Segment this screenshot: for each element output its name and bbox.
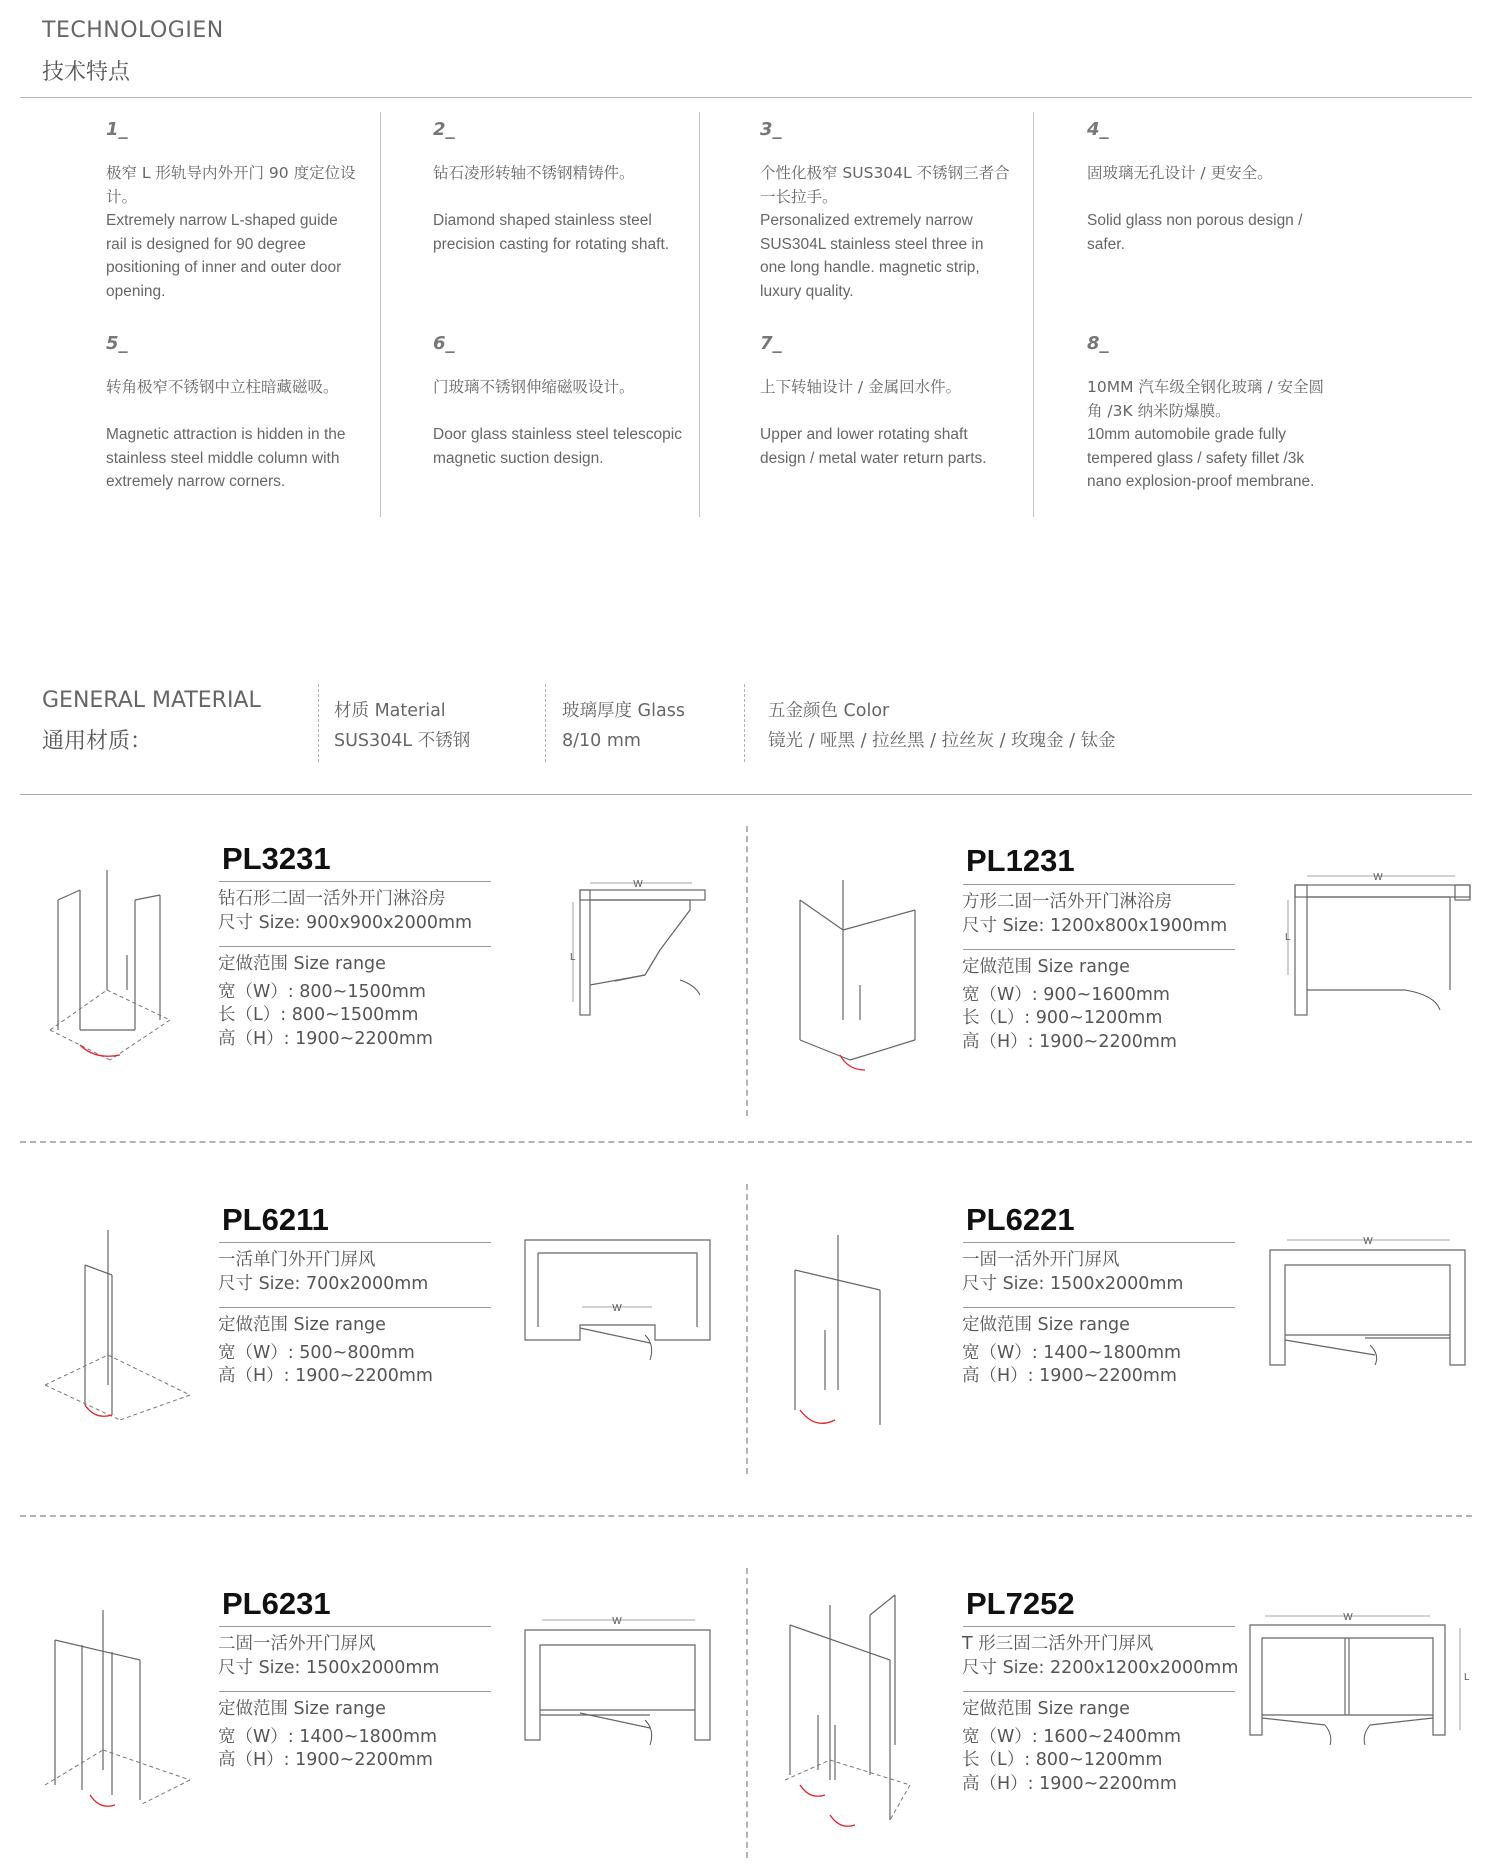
product-range: [218, 1314, 433, 1389]
range-item: 长（L）: 800~1500mm: [218, 1005, 419, 1026]
range-item: 高（H）: 1900~2200mm: [218, 1028, 433, 1049]
feature-item: [760, 332, 1010, 470]
grid-divider: [746, 826, 748, 1116]
range-title: 定做范围 Size range: [218, 1699, 386, 1719]
feature-text-en: Magnetic attraction is hidden in the stainless steel middle column with extremely narrow corners.: [106, 426, 346, 491]
product-underline: [219, 1626, 491, 1627]
range-item: 宽（W）: 1600~2400mm: [962, 1726, 1182, 1747]
product-name: 二固一活外开门屏风: [218, 1634, 376, 1654]
product-name: 钻石形二固一活外开门淋浴房: [218, 889, 446, 909]
feature-number: 5_: [106, 333, 128, 354]
feature-number: 1_: [106, 119, 128, 140]
section-title-cn: 技术特点: [42, 60, 131, 85]
material-divider-line: [20, 794, 1472, 795]
feature-number: 7_: [760, 333, 782, 354]
product-underline: [963, 1242, 1235, 1243]
color-column: [768, 696, 1116, 756]
range-item: 高（H）: 1900~2200mm: [218, 1750, 433, 1771]
product-code: PL3231: [222, 841, 331, 876]
feature-text-cn: 上下转轴设计 / 金属回水件。: [760, 378, 962, 396]
feature-text-cn: 固玻璃无孔设计 / 更安全。: [1087, 164, 1273, 182]
range-title: 定做范围 Size range: [962, 957, 1130, 977]
range-item: 宽（W）: 1400~1800mm: [962, 1342, 1182, 1363]
range-item: 高（H）: 1900~2200mm: [218, 1366, 433, 1387]
material-divider: [545, 684, 546, 762]
feature-item: [1087, 332, 1337, 494]
dim-label-w: W: [633, 879, 643, 890]
range-title: 定做范围 Size range: [962, 1699, 1130, 1719]
screen-plan-drawing: [1265, 1230, 1475, 1370]
product-underline: [219, 1307, 491, 1308]
product-code: PL1231: [966, 843, 1075, 878]
shower-plan-drawing: [570, 880, 720, 1030]
feature-item: [1087, 118, 1337, 256]
material-column: [334, 696, 470, 756]
dim-label-l: L: [570, 952, 576, 963]
screen-plan-drawing: [520, 1235, 720, 1365]
color-label: 五金颜色 Color: [768, 701, 890, 721]
product-name: 方形二固一活外开门淋浴房: [962, 892, 1172, 912]
glass-label: 玻璃厚度 Glass: [562, 701, 685, 721]
product-info: [962, 1633, 1238, 1680]
shower-iso-drawing: [780, 1595, 950, 1835]
feature-text-en: 10mm automobile grade fully tempered glass / safety fillet /3k nano explosion-proof membrane.: [1087, 426, 1315, 491]
general-material-title-cn: 通用材质：: [42, 729, 153, 754]
feature-text-en: Diamond shaped stainless steel precision casting for rotating shaft.: [433, 212, 670, 253]
product-size: 尺寸 Size: 1200x800x1900mm: [962, 915, 1228, 936]
feature-text-cn: 个性化极窄 SUS304L 不锈钢三者合一长拉手。: [760, 164, 1010, 206]
product-name: 一固一活外开门屏风: [962, 1250, 1120, 1270]
dim-label-w: W: [612, 1303, 622, 1314]
feature-text-en: Personalized extremely narrow SUS304L stainless steel three in one long handle. magnetic strip, luxury quality.: [760, 212, 984, 300]
shower-iso-drawing: [40, 860, 190, 1060]
product-underline: [219, 1242, 491, 1243]
feature-number: 2_: [433, 119, 455, 140]
range-item: 长（L）: 800~1200mm: [962, 1750, 1163, 1771]
shower-iso-drawing: [790, 870, 940, 1070]
product-underline: [963, 1626, 1235, 1627]
product-range: [962, 1314, 1181, 1389]
product-code: PL6221: [966, 1202, 1075, 1237]
material-label: 材质 Material: [334, 701, 446, 721]
product-info: [218, 1633, 439, 1680]
product-range: [962, 1698, 1181, 1796]
dim-label-w: W: [1373, 872, 1383, 883]
screen-plan-drawing: [520, 1610, 720, 1750]
feature-number: 8_: [1087, 333, 1109, 354]
range-item: 高（H）: 1900~2200mm: [962, 1366, 1177, 1387]
feature-text-cn: 钻石凌形转轴不锈钢精铸件。: [433, 164, 635, 182]
feature-divider: [699, 112, 700, 517]
feature-text-en: Upper and lower rotating shaft design / metal water return parts.: [760, 426, 987, 467]
range-title: 定做范围 Size range: [218, 1315, 386, 1335]
dim-label-w: W: [1343, 1612, 1353, 1623]
screen-iso-drawing: [790, 1230, 950, 1430]
feature-item: [106, 118, 356, 304]
range-item: 宽（W）: 1400~1800mm: [218, 1726, 438, 1747]
product-size: 尺寸 Size: 1500x2000mm: [962, 1273, 1184, 1294]
feature-text-cn: 门玻璃不锈钢伸缩磁吸设计。: [433, 378, 635, 396]
product-code: PL6231: [222, 1586, 331, 1621]
grid-divider: [20, 1141, 1472, 1143]
product-size: 尺寸 Size: 700x2000mm: [218, 1273, 429, 1294]
range-title: 定做范围 Size range: [962, 1315, 1130, 1335]
color-value: 镜光 / 哑黑 / 拉丝黑 / 拉丝灰 / 玫瑰金 / 钛金: [768, 731, 1116, 751]
feature-divider: [1033, 112, 1034, 517]
product-underline: [219, 946, 491, 947]
product-underline: [963, 1691, 1235, 1692]
feature-item: [106, 332, 356, 494]
header-divider: [20, 97, 1472, 98]
product-underline: [219, 1691, 491, 1692]
grid-divider: [746, 1184, 748, 1474]
feature-text-cn: 10MM 汽车级全钢化玻璃 / 安全圆角 /3K 纳米防爆膜。: [1087, 378, 1324, 420]
product-size: 尺寸 Size: 2200x1200x2000mm: [962, 1657, 1239, 1678]
product-name: T 形三固二活外开门屏风: [962, 1634, 1154, 1654]
feature-text-en: Door glass stainless steel telescopic magnetic suction design.: [433, 426, 682, 467]
dim-label-w: W: [1363, 1236, 1373, 1247]
feature-item: [433, 332, 683, 470]
feature-number: 3_: [760, 119, 782, 140]
dim-label-l: L: [1464, 1672, 1470, 1683]
product-info: [962, 891, 1227, 938]
glass-value: 8/10 mm: [562, 731, 641, 751]
feature-text-en: Solid glass non porous design / safer.: [1087, 212, 1303, 253]
product-info: [218, 1249, 428, 1296]
material-divider: [744, 684, 745, 762]
feature-number: 6_: [433, 333, 455, 354]
product-range: [962, 956, 1177, 1054]
feature-text-en: Extremely narrow L-shaped guide rail is designed for 90 degree positioning of inner and outer door opening.: [106, 212, 342, 300]
feature-divider: [380, 112, 381, 517]
product-underline: [963, 1307, 1235, 1308]
feature-text-cn: 极窄 L 形轨导内外开门 90 度定位设计。: [106, 164, 356, 206]
feature-item: [433, 118, 683, 256]
product-info: [962, 1249, 1183, 1296]
range-item: 高（H）: 1900~2200mm: [962, 1031, 1177, 1052]
product-underline: [963, 949, 1235, 950]
material-value: SUS304L 不锈钢: [334, 731, 471, 751]
range-item: 宽（W）: 500~800mm: [218, 1342, 415, 1363]
range-item: 长（L）: 900~1200mm: [962, 1008, 1163, 1029]
product-name: 一活单门外开门屏风: [218, 1250, 376, 1270]
shower-plan-drawing: [1285, 870, 1475, 1030]
product-info: [218, 888, 472, 935]
product-underline: [219, 881, 491, 882]
feature-text-cn: 转角极窄不锈钢中立柱暗藏磁吸。: [106, 378, 339, 396]
product-range: [218, 1698, 437, 1773]
range-item: 高（H）: 1900~2200mm: [962, 1773, 1177, 1794]
grid-divider: [20, 1515, 1472, 1517]
range-title: 定做范围 Size range: [218, 954, 386, 974]
feature-number: 4_: [1087, 119, 1109, 140]
glass-column: [562, 696, 685, 756]
section-title-en: TECHNOLOGIEN: [42, 18, 224, 43]
shower-plan-drawing: [1245, 1610, 1475, 1750]
product-code: PL7252: [966, 1586, 1075, 1621]
screen-iso-drawing: [40, 1225, 200, 1425]
material-divider: [318, 684, 319, 762]
grid-divider: [746, 1568, 748, 1858]
product-range: [218, 953, 433, 1051]
general-material-title-en: GENERAL MATERIAL: [42, 688, 261, 713]
product-code: PL6211: [222, 1202, 329, 1237]
range-item: 宽（W）: 800~1500mm: [218, 981, 426, 1002]
dim-label-w: W: [612, 1616, 622, 1627]
dim-label-l: L: [1285, 932, 1291, 943]
feature-item: [760, 118, 1010, 304]
product-underline: [963, 884, 1235, 885]
screen-iso-drawing: [40, 1600, 200, 1810]
product-size: 尺寸 Size: 1500x2000mm: [218, 1657, 440, 1678]
range-item: 宽（W）: 900~1600mm: [962, 984, 1170, 1005]
product-size: 尺寸 Size: 900x900x2000mm: [218, 912, 473, 933]
